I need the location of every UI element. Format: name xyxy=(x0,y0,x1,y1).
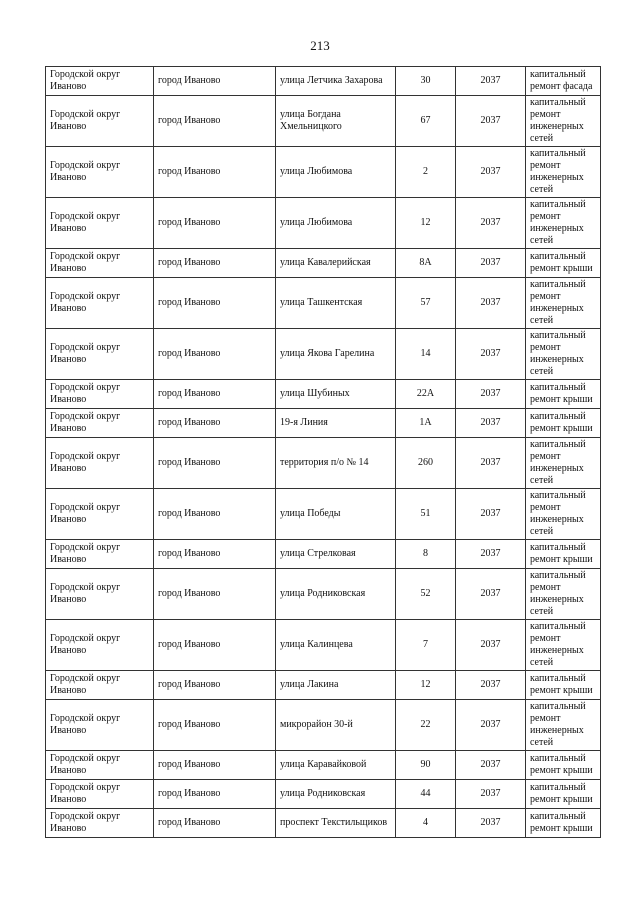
house-number-cell: 67 xyxy=(396,96,456,147)
street-cell: улица Любимова xyxy=(276,147,396,198)
table-row xyxy=(46,809,601,838)
city-cell: город Иваново xyxy=(154,249,276,278)
year-cell: 2037 xyxy=(456,96,526,147)
city-cell: город Иваново xyxy=(154,96,276,147)
city-cell: город Иваново xyxy=(154,780,276,809)
street-cell: улица Ташкентская xyxy=(276,278,396,329)
city-cell: город Иваново xyxy=(154,489,276,540)
city-cell: город Иваново xyxy=(154,409,276,438)
table-row xyxy=(46,780,601,809)
house-number-cell: 22 xyxy=(396,700,456,751)
year-cell: 2037 xyxy=(456,278,526,329)
district-cell: Городской округ Иваново xyxy=(46,278,154,329)
city-cell: город Иваново xyxy=(154,620,276,671)
year-cell: 2037 xyxy=(456,249,526,278)
district-cell: Городской округ Иваново xyxy=(46,438,154,489)
district-cell: Городской округ Иваново xyxy=(46,409,154,438)
table-row xyxy=(46,700,601,751)
work-type-cell: капитальный ремонт крыши xyxy=(526,249,601,278)
street-cell: улица Кавалерийская xyxy=(276,249,396,278)
year-cell: 2037 xyxy=(456,809,526,838)
street-cell: улица Шубиных xyxy=(276,380,396,409)
city-cell: город Иваново xyxy=(154,569,276,620)
house-number-cell: 14 xyxy=(396,329,456,380)
house-number-cell: 22А xyxy=(396,380,456,409)
year-cell: 2037 xyxy=(456,409,526,438)
street-cell: территория п/о № 14 xyxy=(276,438,396,489)
district-cell: Городской округ Иваново xyxy=(46,700,154,751)
year-cell: 2037 xyxy=(456,329,526,380)
house-number-cell: 1А xyxy=(396,409,456,438)
work-type-cell: капитальный ремонт инженерных сетей xyxy=(526,569,601,620)
district-cell: Городской округ Иваново xyxy=(46,671,154,700)
house-number-cell: 52 xyxy=(396,569,456,620)
city-cell: город Иваново xyxy=(154,67,276,96)
table-row xyxy=(46,96,601,147)
district-cell: Городской округ Иваново xyxy=(46,540,154,569)
house-number-cell: 4 xyxy=(396,809,456,838)
year-cell: 2037 xyxy=(456,780,526,809)
work-type-cell: капитальный ремонт фасада xyxy=(526,67,601,96)
work-type-cell: капитальный ремонт инженерных сетей xyxy=(526,278,601,329)
repair-register-table xyxy=(45,66,601,838)
table-row xyxy=(46,620,601,671)
street-cell: проспект Текстильщиков xyxy=(276,809,396,838)
year-cell: 2037 xyxy=(456,671,526,700)
house-number-cell: 90 xyxy=(396,751,456,780)
street-cell: улица Стрелковая xyxy=(276,540,396,569)
district-cell: Городской округ Иваново xyxy=(46,809,154,838)
house-number-cell: 7 xyxy=(396,620,456,671)
work-type-cell: капитальный ремонт инженерных сетей xyxy=(526,198,601,249)
house-number-cell: 8 xyxy=(396,540,456,569)
district-cell: Городской округ Иваново xyxy=(46,96,154,147)
table-row xyxy=(46,409,601,438)
page-number: 213 xyxy=(310,38,330,53)
city-cell: город Иваново xyxy=(154,751,276,780)
year-cell: 2037 xyxy=(456,438,526,489)
work-type-cell: капитальный ремонт крыши xyxy=(526,409,601,438)
district-cell: Городской округ Иваново xyxy=(46,569,154,620)
work-type-cell: капитальный ремонт инженерных сетей xyxy=(526,489,601,540)
city-cell: город Иваново xyxy=(154,671,276,700)
year-cell: 2037 xyxy=(456,67,526,96)
house-number-cell: 44 xyxy=(396,780,456,809)
house-number-cell: 8А xyxy=(396,249,456,278)
street-cell: 19-я Линия xyxy=(276,409,396,438)
work-type-cell: капитальный ремонт инженерных сетей xyxy=(526,96,601,147)
house-number-cell: 51 xyxy=(396,489,456,540)
work-type-cell: капитальный ремонт инженерных сетей xyxy=(526,700,601,751)
district-cell: Городской округ Иваново xyxy=(46,380,154,409)
street-cell: улица Любимова xyxy=(276,198,396,249)
year-cell: 2037 xyxy=(456,569,526,620)
street-cell: улица Лакина xyxy=(276,671,396,700)
district-cell: Городской округ Иваново xyxy=(46,147,154,198)
year-cell: 2037 xyxy=(456,380,526,409)
street-cell: улица Победы xyxy=(276,489,396,540)
table-row xyxy=(46,438,601,489)
city-cell: город Иваново xyxy=(154,329,276,380)
year-cell: 2037 xyxy=(456,700,526,751)
year-cell: 2037 xyxy=(456,198,526,249)
year-cell: 2037 xyxy=(456,489,526,540)
table-row xyxy=(46,569,601,620)
street-cell: улица Родниковская xyxy=(276,780,396,809)
work-type-cell: капитальный ремонт крыши xyxy=(526,380,601,409)
city-cell: город Иваново xyxy=(154,278,276,329)
district-cell: Городской округ Иваново xyxy=(46,67,154,96)
city-cell: город Иваново xyxy=(154,198,276,249)
year-cell: 2037 xyxy=(456,751,526,780)
house-number-cell: 12 xyxy=(396,198,456,249)
street-cell: улица Летчика Захарова xyxy=(276,67,396,96)
district-cell: Городской округ Иваново xyxy=(46,329,154,380)
street-cell: улица Каравайковой xyxy=(276,751,396,780)
work-type-cell: капитальный ремонт крыши xyxy=(526,780,601,809)
table-row xyxy=(46,67,601,96)
work-type-cell: капитальный ремонт крыши xyxy=(526,540,601,569)
district-cell: Городской округ Иваново xyxy=(46,620,154,671)
work-type-cell: капитальный ремонт инженерных сетей xyxy=(526,329,601,380)
city-cell: город Иваново xyxy=(154,700,276,751)
house-number-cell: 12 xyxy=(396,671,456,700)
street-cell: улица Якова Гарелина xyxy=(276,329,396,380)
table-row xyxy=(46,380,601,409)
city-cell: город Иваново xyxy=(154,438,276,489)
table-row xyxy=(46,278,601,329)
house-number-cell: 2 xyxy=(396,147,456,198)
work-type-cell: капитальный ремонт инженерных сетей xyxy=(526,620,601,671)
work-type-cell: капитальный ремонт крыши xyxy=(526,671,601,700)
table-row xyxy=(46,249,601,278)
house-number-cell: 57 xyxy=(396,278,456,329)
city-cell: город Иваново xyxy=(154,540,276,569)
district-cell: Городской округ Иваново xyxy=(46,489,154,540)
city-cell: город Иваново xyxy=(154,147,276,198)
table-row xyxy=(46,329,601,380)
street-cell: улица Калинцева xyxy=(276,620,396,671)
house-number-cell: 260 xyxy=(396,438,456,489)
street-cell: улица Родниковская xyxy=(276,569,396,620)
city-cell: город Иваново xyxy=(154,809,276,838)
work-type-cell: капитальный ремонт инженерных сетей xyxy=(526,438,601,489)
district-cell: Городской округ Иваново xyxy=(46,751,154,780)
house-number-cell: 30 xyxy=(396,67,456,96)
table-row xyxy=(46,671,601,700)
table-row xyxy=(46,489,601,540)
work-type-cell: капитальный ремонт крыши xyxy=(526,751,601,780)
table-row xyxy=(46,540,601,569)
city-cell: город Иваново xyxy=(154,380,276,409)
year-cell: 2037 xyxy=(456,540,526,569)
year-cell: 2037 xyxy=(456,620,526,671)
year-cell: 2037 xyxy=(456,147,526,198)
work-type-cell: капитальный ремонт крыши xyxy=(526,809,601,838)
table-row xyxy=(46,198,601,249)
street-cell: улица Богдана Хмельницкого xyxy=(276,96,396,147)
work-type-cell: капитальный ремонт инженерных сетей xyxy=(526,147,601,198)
district-cell: Городской округ Иваново xyxy=(46,198,154,249)
district-cell: Городской округ Иваново xyxy=(46,249,154,278)
table-row xyxy=(46,751,601,780)
street-cell: микрорайон 30-й xyxy=(276,700,396,751)
table-row xyxy=(46,147,601,198)
district-cell: Городской округ Иваново xyxy=(46,780,154,809)
